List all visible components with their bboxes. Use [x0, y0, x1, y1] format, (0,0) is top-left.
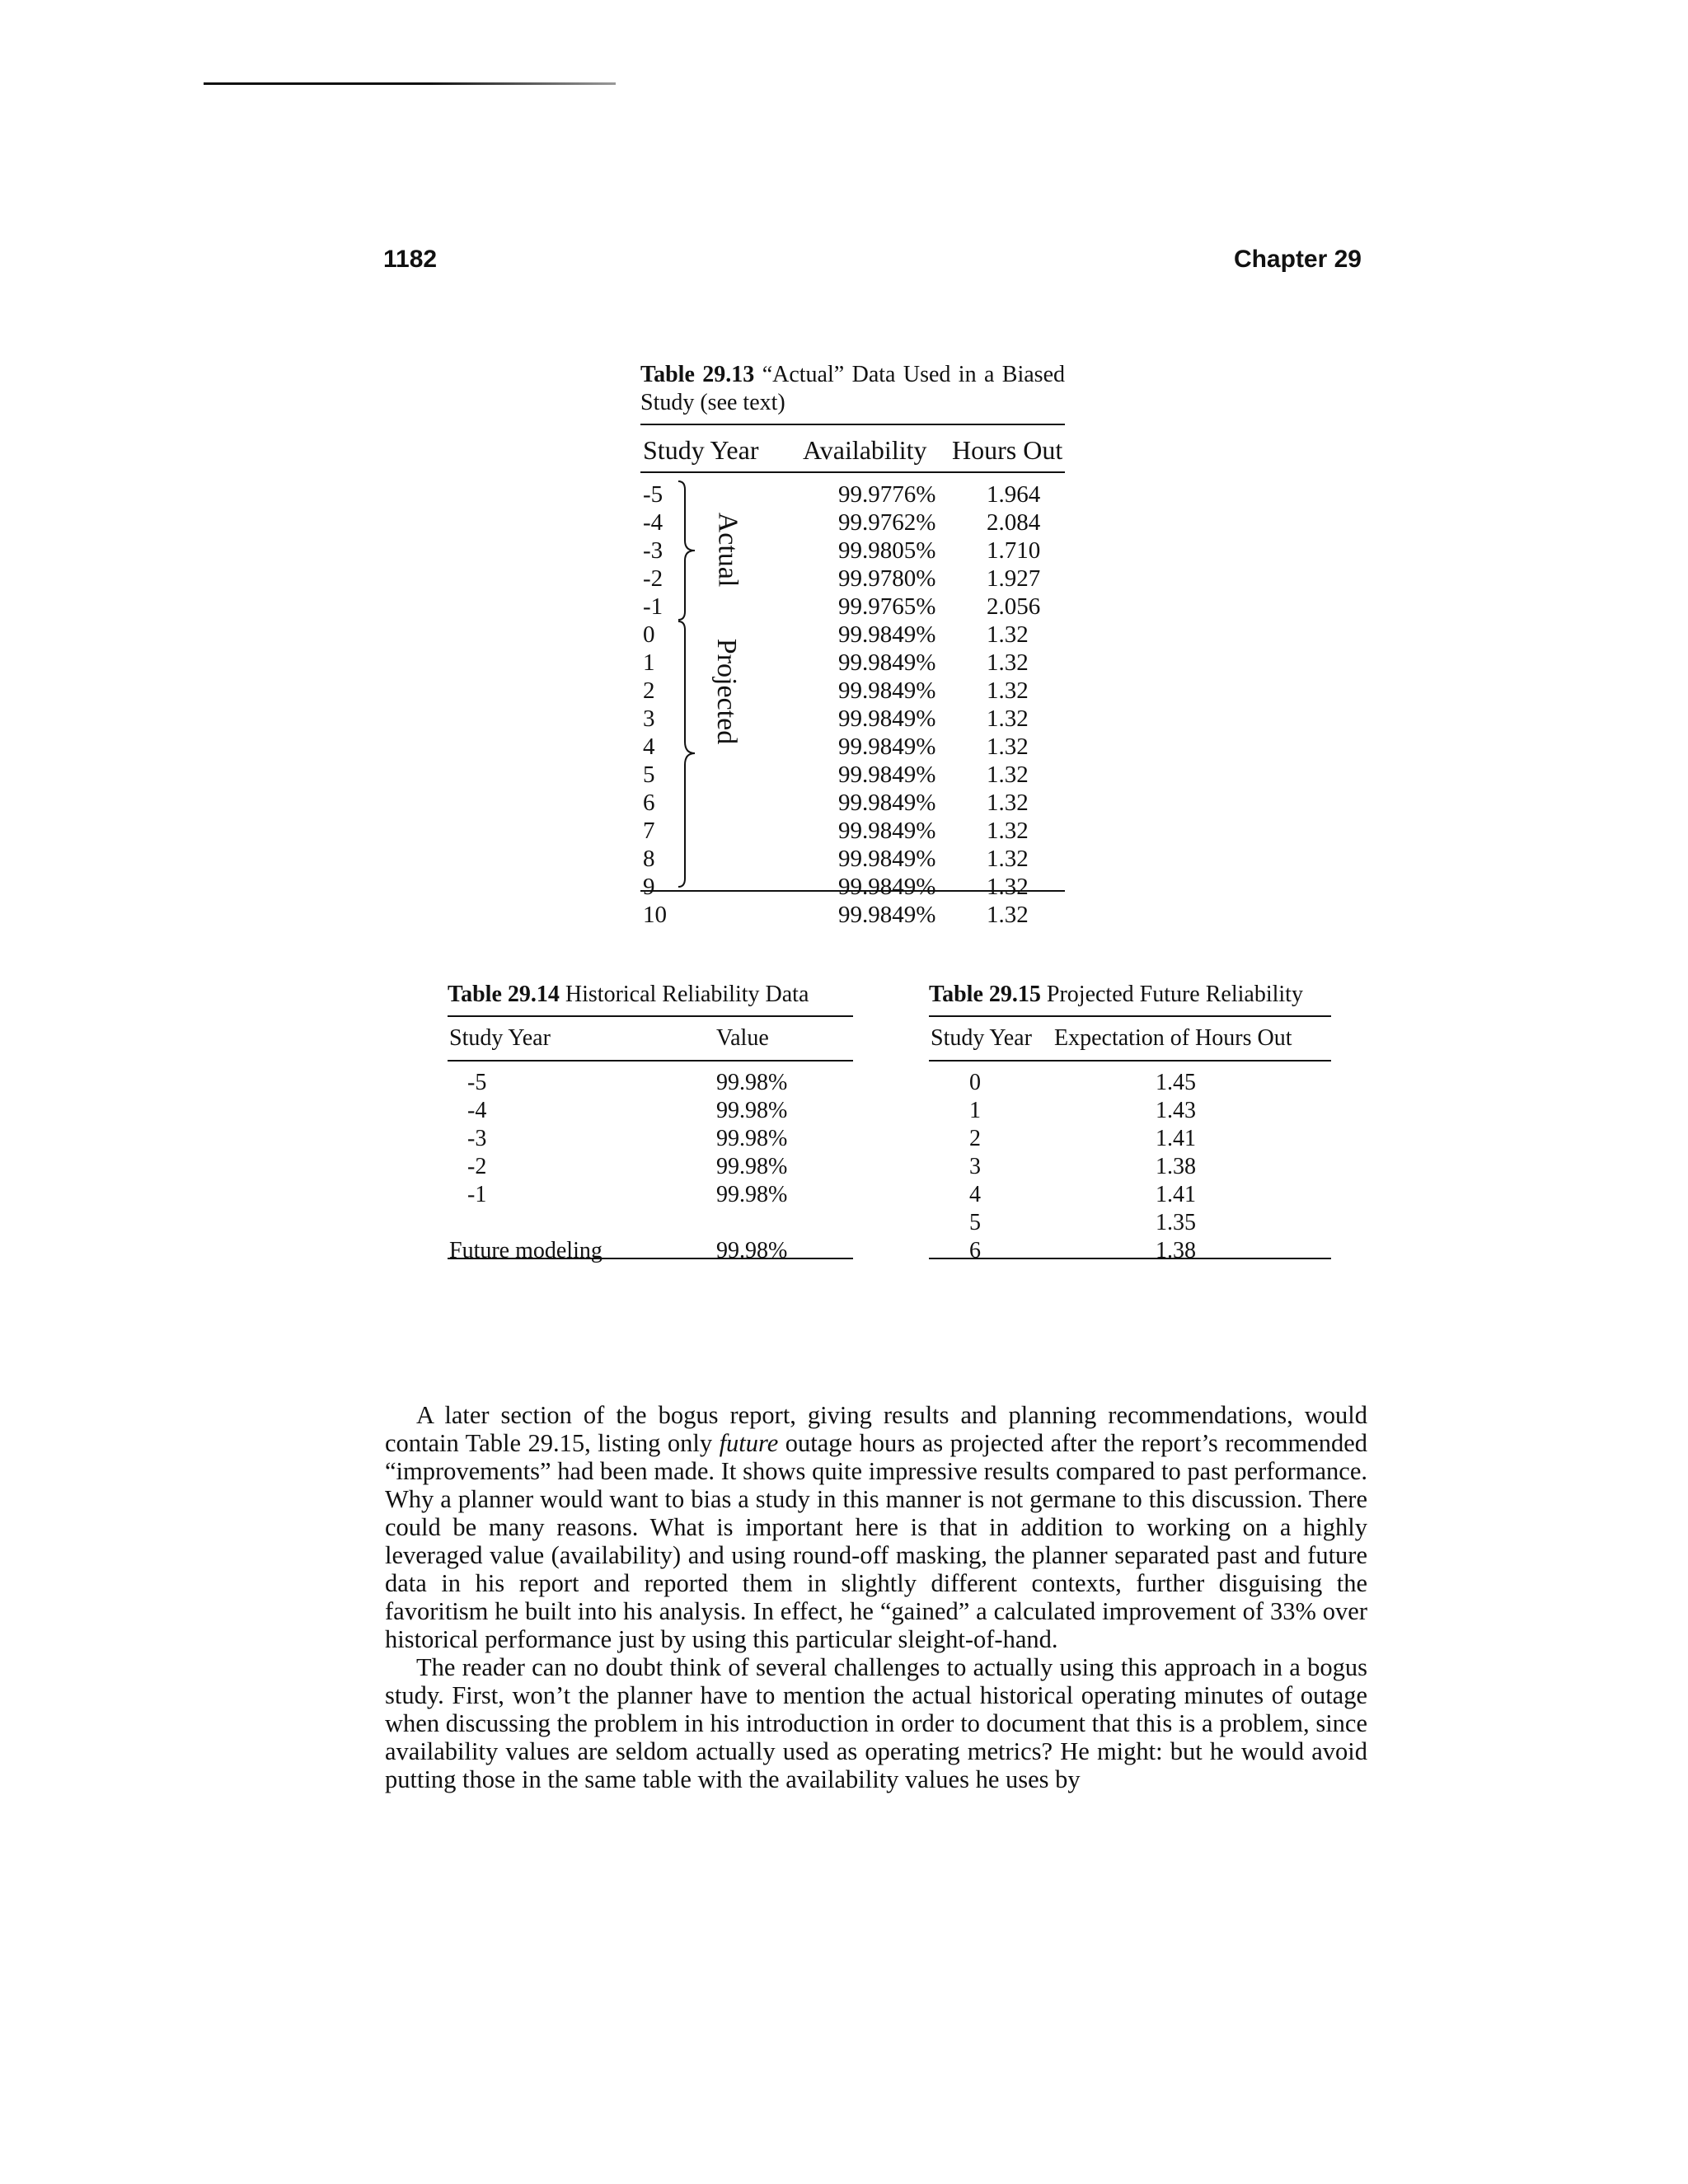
table-body	[640, 473, 1065, 928]
table-cell: -2	[643, 565, 663, 592]
table-29-15-caption	[929, 981, 1331, 1015]
table-row	[640, 593, 1065, 621]
table-cell: -1	[467, 1182, 487, 1207]
table-cell: 2.056	[987, 593, 1041, 620]
table-cell: 5	[643, 762, 655, 788]
table-cell: -4	[643, 509, 663, 536]
table-cell: 2.084	[987, 509, 1041, 536]
table-29-15	[929, 981, 1331, 1263]
table-cell: 1.38	[1156, 1154, 1196, 1179]
table-cell: 0	[969, 1070, 981, 1095]
table-row	[640, 902, 1065, 930]
projected-group-label: Projected	[711, 638, 743, 745]
caption-text: “Actual” Data Used in a Biased Study (see text)	[640, 362, 1066, 415]
table-cell: 1	[643, 649, 655, 676]
table-cell: 1.43	[1156, 1098, 1196, 1123]
table-cell: 99.98%	[716, 1182, 788, 1207]
column-header: Value	[716, 1025, 769, 1051]
table-cell: 1.35	[1156, 1210, 1196, 1235]
paragraph-text: A later section of the bogus report, giving results and planning recommendations, would contain Table 29.15, listing only	[385, 1401, 1367, 1457]
table-row	[448, 1238, 853, 1266]
table-row	[929, 1126, 1331, 1154]
chapter-title: Chapter 29	[1233, 246, 1362, 273]
caption-label: Table 29.13	[640, 362, 755, 387]
table-cell: 99.9849%	[838, 621, 936, 648]
paragraph-text: outage hours as projected after the report’s recommended “improvements” had been made. It shows quite impressive results compared to past performance. Why a planner would want to bias a study in this manner is not germane to this discussion. There could be many reasons. What is important here is that in addition to working on a highly leveraged value (availability) and using round-off masking, the planner separated past and future data in his report and reported them in slightly different contexts, further disguising the favoritism he built into his analysis. In effect, he “gained” a calculated improvement of 33% over historical performance just by using this particular sleight-of-hand.	[385, 1429, 1367, 1653]
table-cell: 99.98%	[716, 1154, 788, 1179]
table-header	[640, 425, 1065, 471]
table-cell: 8	[643, 846, 655, 872]
page-number: 1182	[383, 246, 438, 273]
table-cell: 1.41	[1156, 1182, 1196, 1207]
table-cell: 1.32	[987, 818, 1029, 844]
table-cell: 1.38	[1156, 1238, 1196, 1263]
table-cell: 99.9762%	[838, 509, 936, 536]
top-rule	[204, 82, 616, 85]
table-cell: 99.9776%	[838, 481, 936, 508]
table-body	[929, 1062, 1331, 1263]
table-cell: 1.32	[987, 649, 1029, 676]
table-row	[640, 818, 1065, 846]
table-cell: 99.9849%	[838, 790, 936, 816]
table-cell: 9	[643, 874, 655, 900]
table-cell: 99.9849%	[838, 846, 936, 872]
table-body	[448, 1062, 853, 1263]
table-cell: 10	[643, 902, 667, 928]
table-row	[640, 846, 1065, 874]
actual-group-label: Actual	[712, 512, 743, 588]
table-cell: 3	[643, 705, 655, 732]
table-row	[929, 1238, 1331, 1266]
caption-label: Table 29.15	[929, 982, 1041, 1007]
table-header	[929, 1017, 1331, 1060]
table-row	[640, 677, 1065, 705]
table-29-13	[640, 361, 1066, 928]
table-29-14	[448, 981, 853, 1263]
body-text	[385, 1401, 1367, 1793]
table-cell: 2	[969, 1126, 981, 1151]
table-row	[640, 481, 1065, 509]
table-cell: -3	[467, 1126, 487, 1151]
table-row	[640, 509, 1065, 537]
table-row	[640, 733, 1065, 762]
column-header: Availability	[803, 435, 927, 465]
table-cell: 99.9765%	[838, 593, 936, 620]
column-header: Study Year	[931, 1025, 1032, 1051]
table-row	[448, 1126, 853, 1154]
table-cell: 0	[643, 621, 655, 648]
table-cell: 99.9849%	[838, 733, 936, 760]
table-cell: 1.32	[987, 677, 1029, 704]
column-header: Hours Out	[952, 435, 1063, 465]
table-row	[640, 705, 1065, 733]
table-cell: -4	[467, 1098, 487, 1123]
table-row	[448, 1154, 853, 1182]
table-cell: 99.9780%	[838, 565, 936, 592]
table-header	[448, 1017, 853, 1060]
table-row	[448, 1182, 853, 1210]
table-row	[640, 537, 1065, 565]
table-cell: 99.98%	[716, 1070, 788, 1095]
table-cell: 1	[969, 1098, 981, 1123]
table-row	[929, 1070, 1331, 1098]
table-cell: 3	[969, 1154, 981, 1179]
table-29-13-caption	[640, 361, 1065, 417]
emphasis-text: future	[719, 1429, 779, 1457]
table-cell: Future modeling	[449, 1238, 603, 1263]
table-cell: 1.41	[1156, 1126, 1196, 1151]
table-row	[640, 762, 1065, 790]
table-row	[448, 1070, 853, 1098]
table-cell: -5	[643, 481, 663, 508]
table-cell: 99.9849%	[838, 649, 936, 676]
table-row	[640, 565, 1065, 593]
table-cell: 1.927	[987, 565, 1041, 592]
table-cell: 99.9805%	[838, 537, 936, 564]
table-cell: 6	[643, 790, 655, 816]
table-cell: 99.98%	[716, 1238, 788, 1263]
table-cell: -3	[643, 537, 663, 564]
table-cell: 1.32	[987, 790, 1029, 816]
table-cell: 1.45	[1156, 1070, 1196, 1095]
table-cell: 99.9849%	[838, 677, 936, 704]
table-row	[929, 1098, 1331, 1126]
table-cell: 6	[969, 1238, 981, 1263]
table-row	[929, 1182, 1331, 1210]
table-row	[929, 1154, 1331, 1182]
caption-text: Historical Reliability Data	[565, 982, 809, 1007]
table-cell: 1.32	[987, 902, 1029, 928]
table-cell: 99.9849%	[838, 818, 936, 844]
table-cell: 1.32	[987, 705, 1029, 732]
table-row	[640, 874, 1065, 902]
column-header: Study Year	[643, 435, 759, 465]
table-cell: 1.32	[987, 762, 1029, 788]
table-cell: 99.9849%	[838, 762, 936, 788]
table-cell: 4	[969, 1182, 981, 1207]
table-cell: 1.32	[987, 733, 1029, 760]
table-cell: 99.9849%	[838, 705, 936, 732]
table-cell: 1.964	[987, 481, 1041, 508]
caption-label: Table 29.14	[448, 982, 560, 1007]
table-row	[448, 1098, 853, 1126]
caption-text: Projected Future Reliability	[1046, 982, 1303, 1007]
table-cell: 2	[643, 677, 655, 704]
table-cell: -1	[643, 593, 663, 620]
table-cell: 1.32	[987, 846, 1029, 872]
paragraph: The reader can no doubt think of several challenges to actually using this approach in a bogus study. First, won’t the planner have to mention the actual historical operating minutes of outage when discussing the problem in his introduction in order to document that this is a problem, since availability values are seldom actually used as operating metrics? He might: but he would avoid putting those in the same table with the availability values he uses by	[385, 1653, 1367, 1793]
table-cell: 7	[643, 818, 655, 844]
table-row	[640, 790, 1065, 818]
column-header: Expectation of Hours Out	[1054, 1025, 1292, 1051]
table-row	[640, 621, 1065, 649]
table-29-14-caption	[448, 981, 853, 1015]
paragraph	[385, 1401, 1367, 1653]
table-cell: 5	[969, 1210, 981, 1235]
table-cell: 99.98%	[716, 1098, 788, 1123]
table-row	[929, 1210, 1331, 1238]
table-cell: 1.710	[987, 537, 1041, 564]
table-cell: -5	[467, 1070, 487, 1095]
table-row	[640, 649, 1065, 677]
table-cell: 1.32	[987, 874, 1029, 900]
table-cell: 4	[643, 733, 655, 760]
table-cell: -2	[467, 1154, 487, 1179]
table-cell: 99.9849%	[838, 874, 936, 900]
table-cell: 99.9849%	[838, 902, 936, 928]
column-header: Study Year	[449, 1025, 551, 1051]
table-cell: 1.32	[987, 621, 1029, 648]
table-cell: 99.98%	[716, 1126, 788, 1151]
